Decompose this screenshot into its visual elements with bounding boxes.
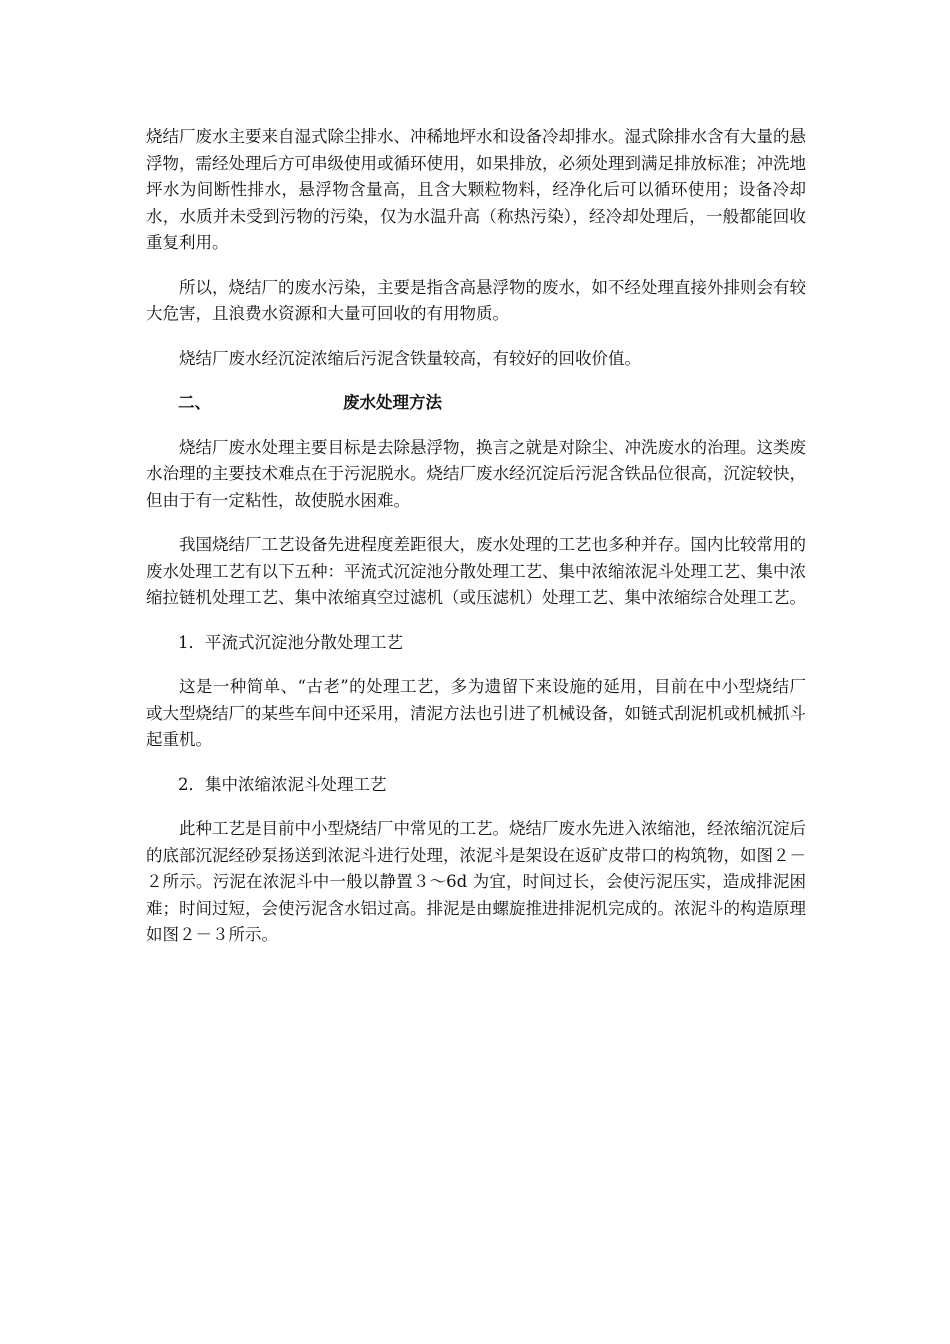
document-body [146,124,806,967]
section-heading [146,390,806,417]
section-number: 二、 [178,393,211,412]
paragraph-treatment-processes: 我国烧结厂工艺设备先进程度差距很大，废水处理的工艺也多种并存。国内比较常用的废水处理工艺有以下五种：平流式沉淀池分散处理工艺、集中浓缩浓泥斗处理工艺、集中浓缩拉链机处理工艺、集中浓缩真空过滤机（或压滤机）处理工艺、集中浓缩综合处理工艺。 [146,535,806,607]
subsection-heading-2: 2．集中浓缩浓泥斗处理工艺 [178,774,387,794]
paragraph-pollution-summary: 所以，烧结厂的废水污染，主要是指含高悬浮物的废水，如不经处理直接外排则会有较大危害，且浪费水资源和大量可回收的有用物质。 [146,277,806,323]
subsection-heading-1: 1．平流式沉淀池分散处理工艺 [178,632,403,652]
section-title: 废水处理方法 [343,393,442,412]
paragraph-sludge-hopper: 此种工艺是目前中小型烧结厂中常见的工艺。烧结厂废水先进入浓缩池，经浓缩沉淀后的底部沉泥经砂泵扬送到浓泥斗进行处理，浓泥斗是架设在返矿皮带口的构筑物，如图２－２所示。污泥在浓泥斗中一般以静置３～6d 为宜，时间过长，会使污泥压实，造成排泥困难；时间过短，会使污泥含水铝过高。排泥是由螺旋推进排泥机完成的。浓泥斗的构造原理如图２－３所示。 [146,819,806,944]
paragraph-treatment-goal: 烧结厂废水处理主要目标是去除悬浮物，换言之就是对除尘、冲洗废水的治理。这类废水治理的主要技术难点在于污泥脱水。烧结厂废水经沉淀后污泥含铁品位很高，沉淀较快，但由于有一定粘性，故使脱水困难。 [146,437,806,510]
paragraph-sedimentation-tank: 这是一种简单、“古老”的处理工艺，多为遗留下来设施的延用，目前在中小型烧结厂或大型烧结厂的某些车间中还采用，清泥方法也引进了机械设备，如链式刮泥机或机械抓斗起重机。 [146,677,806,749]
paragraph-recovery-value: 烧结厂废水经沉淀浓缩后污泥含铁量较高，有较好的回收价值。 [179,348,641,368]
paragraph-wastewater-sources: 烧结厂废水主要来自湿式除尘排水、冲稀地坪水和设备冷却排水。湿式除排水含有大量的悬浮物，需经处理后方可串级使用或循环使用，如果排放，必须处理到满足排放标准；冲洗地坪水为间断性排水，悬浮物含量高，且含大颗粒物料，经净化后可以循环使用；设备冷却水，水质并未受到污物的污染，仅为水温升高（称热污染），经冷却处理后，一般都能回收重复利用。 [146,127,806,252]
